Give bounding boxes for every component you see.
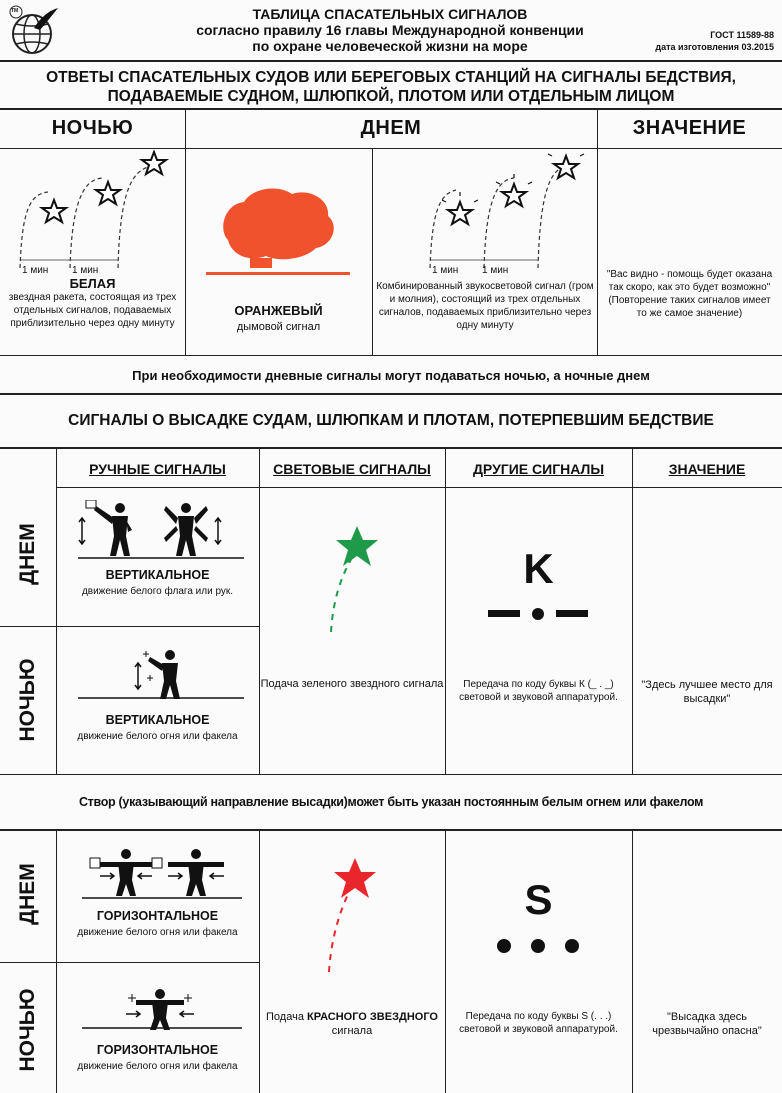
- divider: [0, 148, 782, 149]
- section1-title-line1: ОТВЕТЫ СПАСАТЕЛЬНЫХ СУДОВ ИЛИ БЕРЕГОВЫХ СТАНЦИЙ НА СИГНАЛЫ БЕДСТВИЯ,: [46, 69, 736, 86]
- day-horizontal-title: ГОРИЗОНТАЛЬНОЕ: [96, 909, 219, 923]
- section1-meaning: "Вас видно - помощь будет оказана так скоро, как это будет возможно" (Повторение таких сигналов имеет то же самое значение): [606, 269, 773, 319]
- divider: [0, 108, 782, 110]
- row-label-night: НОЧЬЮ: [16, 988, 39, 1072]
- white-star: [142, 152, 166, 174]
- col-header-night: НОЧЬЮ: [51, 117, 134, 139]
- col-header-hand: РУЧНЫЕ СИГНАЛЫ: [89, 461, 226, 477]
- section2-note: Створ (указывающий направление высадки)может быть указан постоянным белым огнем или факелом: [78, 795, 704, 809]
- trademark-mark: TM: [11, 8, 19, 14]
- night-hand-title: ВЕРТИКАЛЬНОЕ: [105, 713, 210, 727]
- section3-meaning: "Высадка здесь чрезвычайно опасна": [652, 1011, 762, 1037]
- sound-light-signal-desc: Комбинированный звукосветовой сигнал (гром и молния), состоящий из трех отдельных сигналов, подаваемых приблизительно через одну минуту: [376, 281, 594, 331]
- divider: [445, 449, 446, 774]
- red-light-suffix: сигнала: [331, 1025, 373, 1037]
- divider: [0, 962, 260, 963]
- section1-title: [10, 68, 772, 106]
- divider: [372, 148, 373, 355]
- flash-star: [548, 154, 584, 178]
- red-star-signal: [315, 852, 390, 977]
- divider: [597, 109, 598, 355]
- red-light-prefix: Подача: [266, 1011, 304, 1023]
- gost-number: ГОСТ 11589-88: [710, 30, 774, 40]
- morse-letter-k: K: [523, 545, 554, 592]
- divider: [0, 626, 260, 627]
- smoke-signal-title: ОРАНЖЕВЫЙ: [234, 303, 323, 318]
- night-signal-title: БЕЛАЯ: [69, 276, 116, 291]
- divider: [185, 109, 186, 355]
- day-hand-title: ВЕРТИКАЛЬНОЕ: [105, 568, 210, 582]
- morse-letter-s: S: [524, 876, 553, 923]
- divider: [0, 774, 782, 775]
- divider: [0, 393, 782, 395]
- night-horizontal-title: ГОРИЗОНТАЛЬНОЕ: [96, 1043, 219, 1057]
- white-star: [42, 200, 66, 222]
- divider: [632, 449, 633, 774]
- interval-label: 1 мин: [482, 265, 509, 276]
- divider: [0, 355, 782, 356]
- row-label-night: НОЧЬЮ: [16, 658, 39, 742]
- gost-info: [655, 29, 774, 53]
- morse-code-s: [492, 934, 587, 958]
- header-title-line1: ТАБЛИЦА СПАСАТЕЛЬНЫХ СИГНАЛОВ: [252, 6, 528, 22]
- horizontal-signal-figures: [82, 846, 242, 900]
- manufacture-date: дата изготовления 03.2015: [655, 42, 774, 52]
- vertical-torch-signal-figure: [78, 645, 244, 701]
- row-label-day: ДНЕМ: [16, 523, 39, 585]
- divider: [445, 831, 446, 1093]
- header-title: [160, 6, 620, 54]
- red-star-icon: [334, 858, 376, 898]
- morse-code-k: [486, 604, 591, 624]
- day-hand-desc: движение белого флага или рук.: [81, 586, 234, 597]
- red-light-bold: КРАСНОГО ЗВЕЗДНОГО: [307, 1011, 438, 1023]
- col-header-meaning: ЗНАЧЕНИЕ: [668, 461, 746, 477]
- section2-title: СИГНАЛЫ О ВЫСАДКЕ СУДАМ, ШЛЮПКАМ И ПЛОТАМ, ПОТЕРПЕВШИМ БЕДСТВИЕ: [68, 412, 714, 429]
- white-star: [96, 182, 120, 204]
- flash-star: [442, 192, 478, 224]
- night-signal-desc: звездная ракета, состоящая из трех отдельных сигналов, подаваемых приблизительно через одну минуту: [8, 292, 177, 329]
- logo: [6, 4, 62, 56]
- col-header-day: ДНЕМ: [360, 117, 422, 139]
- divider: [0, 447, 782, 449]
- interval-label: 1 мин: [22, 265, 49, 276]
- divider: [0, 60, 782, 62]
- divider: [0, 829, 782, 831]
- header-title-line2: согласно правилу 16 главы Международной конвенции: [196, 22, 584, 38]
- day-horizontal-desc: движение белого огня или факела: [77, 927, 238, 938]
- row-label-day: ДНЕМ: [16, 863, 39, 925]
- col-header-other: ДРУГИЕ СИГНАЛЫ: [472, 461, 605, 477]
- col-header-meaning: ЗНАЧЕНИЕ: [632, 117, 747, 139]
- section1-title-line2: ПОДАВАЕМЫЕ СУДНОМ, ШЛЮПКОЙ, ПЛОТОМ ИЛИ ОТДЕЛЬНЫМ ЛИЦОМ: [107, 88, 675, 105]
- night-hand-desc: движение белого огня или факела: [77, 731, 238, 742]
- sound-light-stars-diagram: [386, 150, 586, 275]
- divider: [56, 487, 782, 488]
- red-light-signal-desc: [259, 1010, 445, 1038]
- night-horizontal-desc: движение белого огня или факела: [77, 1061, 238, 1072]
- orange-smoke-icon: [200, 180, 360, 280]
- interval-label: 1 мин: [72, 265, 99, 276]
- section2-meaning: "Здесь лучшее место для высадки": [641, 679, 773, 705]
- white-rocket-stars-diagram: [8, 150, 183, 275]
- section1-note: При необходимости дневные сигналы могут подаваться ночью, а ночные днем: [132, 368, 650, 383]
- divider: [259, 449, 260, 774]
- other-signal-s-desc: Передача по коду буквы S (. . .) световой и звуковой аппаратурой.: [459, 1011, 618, 1035]
- header-title-line3: по охране человеческой жизни на море: [252, 38, 528, 54]
- divider: [632, 831, 633, 1093]
- col-header-light: СВЕТОВЫЕ СИГНАЛЫ: [273, 461, 431, 477]
- vertical-hand-signal-figures: [78, 500, 244, 562]
- green-star-icon: [336, 526, 378, 566]
- flash-star: [496, 174, 532, 206]
- interval-label: 1 мин: [432, 265, 459, 276]
- green-star-signal: [315, 520, 390, 638]
- other-signal-desc: Передача по коду буквы К (_ . _) световой и звуковой аппаратурой.: [459, 679, 618, 703]
- horizontal-torch-figure: [82, 986, 242, 1034]
- light-signal-desc: Подача зеленого звездного сигнала: [260, 678, 444, 690]
- smoke-signal-desc: дымовой сигнал: [236, 321, 321, 333]
